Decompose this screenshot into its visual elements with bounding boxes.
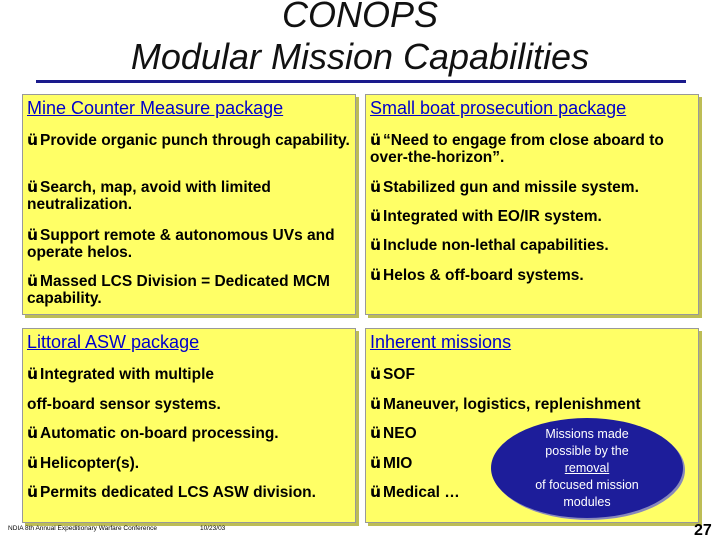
list-item: ü Provide organic punch through capability. xyxy=(27,131,350,149)
list-item: ü Medical … xyxy=(370,483,460,501)
list-item: ü Search, map, avoid with limited neutralization. xyxy=(27,178,271,213)
list-item: off-board sensor systems. xyxy=(27,396,221,413)
check-icon: ü xyxy=(370,131,382,149)
footer-date: 10/23/03 xyxy=(200,525,226,532)
list-item: ü Integrated with multiple xyxy=(27,365,214,383)
list-item: ü Maneuver, logistics, replenishment xyxy=(370,395,641,413)
list-item: ü Massed LCS Division = Dedicated MCM capability. xyxy=(27,272,330,307)
missions-callout xyxy=(491,418,683,518)
footer-conference: NDIA 8th Annual Expeditionary Warfare Conference xyxy=(8,525,157,532)
list-item: ü MIO xyxy=(370,454,413,472)
page-title: CONOPS xyxy=(281,0,439,35)
check-icon: ü xyxy=(370,454,382,472)
list-item: ü Helicopter(s). xyxy=(27,454,140,472)
mcm-package-panel xyxy=(22,94,356,315)
check-icon: ü xyxy=(370,236,382,254)
check-icon: ü xyxy=(27,424,39,442)
check-icon: ü xyxy=(27,178,39,196)
small-boat-package-panel xyxy=(365,94,699,315)
list-item: ü Support remote & autonomous UVs and operate helos. xyxy=(27,226,335,261)
check-icon: ü xyxy=(370,207,382,225)
check-icon: ü xyxy=(370,365,382,383)
list-item: ü Permits dedicated LCS ASW division. xyxy=(27,483,316,501)
check-icon: ü xyxy=(27,483,39,501)
check-icon: ü xyxy=(27,365,39,383)
list-item: ü NEO xyxy=(370,424,417,442)
list-item: ü Integrated with EO/IR system. xyxy=(370,207,602,225)
small-boat-heading: Small boat prosecution package xyxy=(370,98,627,118)
list-item: ü Stabilized gun and missile system. xyxy=(370,178,639,196)
check-icon: ü xyxy=(370,424,382,442)
list-item: ü “Need to engage from close aboard to over-the-horizon”. xyxy=(370,131,664,166)
callout-emphasis: removal xyxy=(564,460,610,475)
check-icon: ü xyxy=(27,454,39,472)
check-icon: ü xyxy=(370,483,382,501)
list-item: ü SOF xyxy=(370,365,415,383)
list-item: ü Automatic on-board processing. xyxy=(27,424,279,442)
check-icon: ü xyxy=(370,178,382,196)
check-icon: ü xyxy=(27,131,39,149)
inherent-heading: Inherent missions xyxy=(370,332,512,352)
callout-line1: Missions made possible by the xyxy=(545,426,629,458)
asw-package-panel xyxy=(22,328,356,523)
list-item: ü Helos & off-board systems. xyxy=(370,266,584,284)
check-icon: ü xyxy=(27,272,39,290)
title-underline xyxy=(36,80,686,83)
check-icon: ü xyxy=(370,395,382,413)
check-icon: ü xyxy=(27,226,39,244)
check-icon: ü xyxy=(370,266,382,284)
mcm-heading: Mine Counter Measure package xyxy=(27,98,284,118)
list-item: ü Include non-lethal capabilities. xyxy=(370,236,609,254)
page-number: 27 xyxy=(694,522,712,539)
page-subtitle: Modular Mission Capabilities xyxy=(130,36,590,77)
asw-heading: Littoral ASW package xyxy=(27,332,200,352)
callout-line2: of focused mission modules xyxy=(535,477,639,509)
